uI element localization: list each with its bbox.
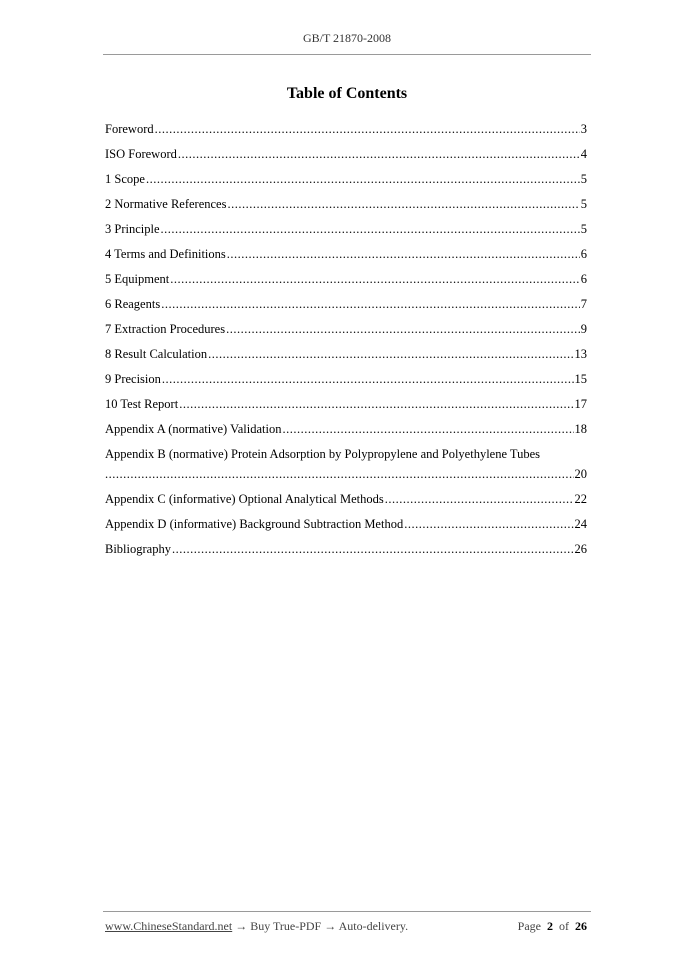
toc-entry-principle[interactable] bbox=[105, 221, 587, 246]
toc-entry-appendix-c[interactable] bbox=[105, 491, 587, 516]
page-footer bbox=[105, 919, 587, 934]
toc-entry-appendix-d[interactable] bbox=[105, 516, 587, 541]
document-id: GB/T 21870-2008 bbox=[302, 31, 392, 45]
toc-dot-leader bbox=[178, 146, 580, 162]
toc-entry-page: 24 bbox=[574, 517, 587, 531]
toc-entry-page: 17 bbox=[574, 397, 587, 411]
toc-entry-page: 20 bbox=[574, 467, 587, 481]
toc-dot-leader bbox=[146, 171, 580, 187]
toc-entry-test-report[interactable] bbox=[105, 396, 587, 421]
toc-entry-label: Appendix D (informative) Background Subtraction Method bbox=[105, 517, 404, 531]
toc-entry-precision[interactable] bbox=[105, 371, 587, 396]
page-word: Page bbox=[517, 919, 541, 933]
toc-entry-page: 3 bbox=[580, 122, 587, 136]
page-of: of bbox=[559, 919, 569, 933]
toc-entry-label: Foreword bbox=[105, 122, 154, 136]
toc-dot-leader bbox=[227, 246, 580, 262]
toc-entry-page: 5 bbox=[580, 197, 587, 211]
toc-entry-label: 3 Principle bbox=[105, 222, 160, 236]
toc-entry-continuation bbox=[105, 466, 587, 482]
toc-dot-leader bbox=[227, 196, 579, 212]
toc-entry-label: 1 Scope bbox=[105, 172, 145, 186]
toc-entry-extraction-procedures[interactable] bbox=[105, 321, 587, 346]
toc-entry-page: 13 bbox=[574, 347, 587, 361]
toc-entry-label: Appendix C (informative) Optional Analytical Methods bbox=[105, 492, 384, 506]
toc-entry-page: 26 bbox=[574, 542, 587, 556]
toc-entry-bibliography[interactable] bbox=[105, 541, 587, 566]
header-divider bbox=[103, 54, 591, 55]
toc-entry-label: 10 Test Report bbox=[105, 397, 179, 411]
page-current: 2 bbox=[547, 919, 553, 933]
toc-entry-label: 2 Normative References bbox=[105, 197, 227, 211]
toc-entry-normative-references[interactable] bbox=[105, 196, 587, 221]
toc-dot-leader bbox=[404, 516, 573, 532]
table-of-contents bbox=[105, 121, 587, 566]
toc-entry-appendix-a[interactable] bbox=[105, 421, 587, 446]
toc-title: Table of Contents bbox=[286, 85, 408, 102]
footer-divider bbox=[103, 911, 591, 912]
toc-entry-page: 4 bbox=[580, 147, 587, 161]
toc-entry-label: 8 Result Calculation bbox=[105, 347, 208, 361]
toc-entry-result-calculation[interactable] bbox=[105, 346, 587, 371]
website-link[interactable]: www.ChineseStandard.net bbox=[105, 919, 233, 933]
toc-dot-leader bbox=[105, 466, 574, 482]
toc-entry-label: Appendix A (normative) Validation bbox=[105, 422, 282, 436]
toc-dot-leader bbox=[179, 396, 573, 412]
toc-entry-page: 5 bbox=[580, 172, 587, 186]
toc-entry-label: Bibliography bbox=[105, 542, 171, 556]
toc-entry-terms-definitions[interactable] bbox=[105, 246, 587, 271]
toc-dot-leader bbox=[162, 371, 574, 387]
toc-entry-page: 6 bbox=[580, 247, 587, 261]
toc-entry-page: 15 bbox=[574, 372, 587, 386]
toc-entry-foreword[interactable] bbox=[105, 121, 587, 146]
toc-dot-leader bbox=[161, 296, 580, 312]
toc-entry-reagents[interactable] bbox=[105, 296, 587, 321]
toc-entry-page: 9 bbox=[580, 322, 587, 336]
toc-entry-label: 7 Extraction Procedures bbox=[105, 322, 226, 336]
page-number bbox=[518, 919, 587, 934]
toc-entry-label: Appendix B (normative) Protein Adsorption by Polypropylene and Polyethylene Tubes bbox=[105, 447, 541, 461]
toc-dot-leader bbox=[161, 221, 580, 237]
toc-entry-page: 5 bbox=[580, 222, 587, 236]
toc-entry-label: 6 Reagents bbox=[105, 297, 161, 311]
toc-entry-page: 7 bbox=[580, 297, 587, 311]
footer-promo bbox=[105, 919, 408, 934]
toc-dot-leader bbox=[385, 491, 574, 507]
toc-entry-scope[interactable] bbox=[105, 171, 587, 196]
toc-entry-appendix-b[interactable] bbox=[105, 446, 587, 491]
toc-entry-equipment[interactable] bbox=[105, 271, 587, 296]
toc-entry-label: 4 Terms and Definitions bbox=[105, 247, 226, 261]
page-total: 26 bbox=[575, 919, 587, 933]
toc-entry-page: 18 bbox=[574, 422, 587, 436]
toc-dot-leader bbox=[172, 541, 574, 557]
toc-entry-page: 6 bbox=[580, 272, 587, 286]
toc-entry-label: 5 Equipment bbox=[105, 272, 170, 286]
toc-dot-leader bbox=[155, 121, 580, 137]
toc-dot-leader bbox=[226, 321, 580, 337]
toc-dot-leader bbox=[282, 421, 573, 437]
toc-dot-leader bbox=[170, 271, 580, 287]
toc-entry-iso-foreword[interactable] bbox=[105, 146, 587, 171]
toc-entry-page: 22 bbox=[574, 492, 587, 506]
footer-tagline: → Buy True-PDF → Auto-delivery. bbox=[232, 919, 409, 933]
toc-dot-leader bbox=[208, 346, 573, 362]
toc-entry-label: 9 Precision bbox=[105, 372, 161, 386]
toc-entry-label: ISO Foreword bbox=[105, 147, 177, 161]
